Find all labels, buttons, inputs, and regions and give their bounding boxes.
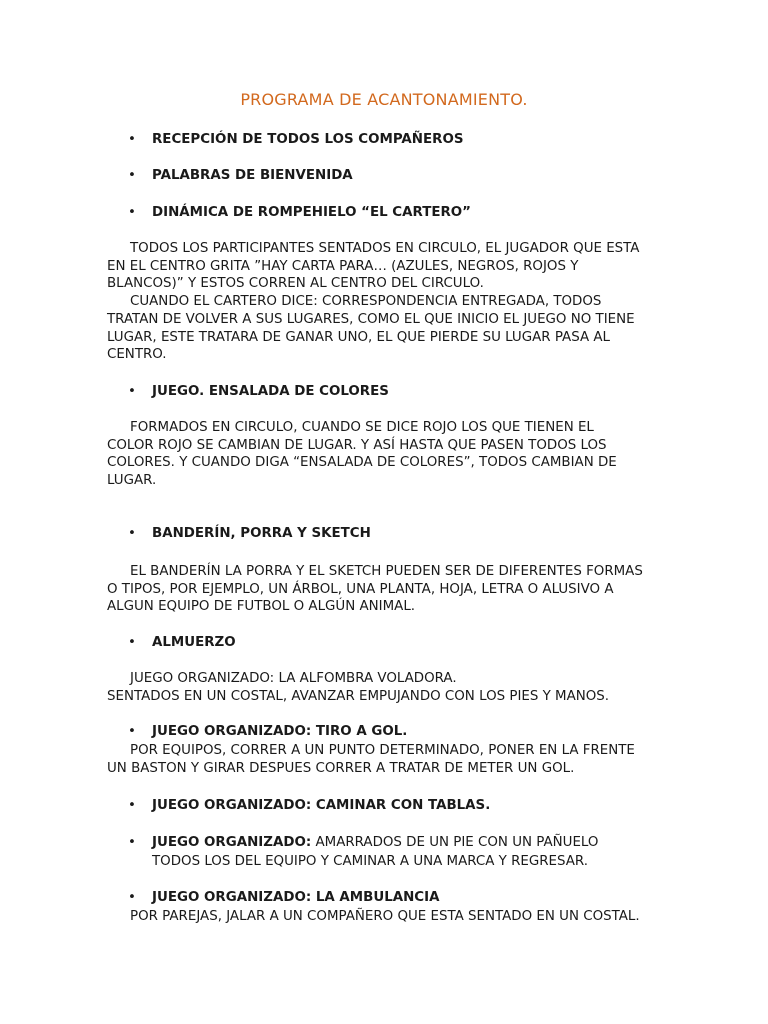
bullet-icon: • xyxy=(128,526,136,541)
bullet-item-banderin xyxy=(128,526,371,541)
paragraph-line: TODOS LOS PARTICIPANTES SENTADOS EN CIRCULO, EL JUGADOR QUE ESTA xyxy=(130,241,640,256)
paragraph-line: COLORES. Y CUANDO DIGA “ENSALADA DE COLORES”, TODOS CAMBIAN DE xyxy=(107,455,617,471)
paragraph-line: O TIPOS, POR EJEMPLO, UN ÁRBOL, UNA PLANTA, HOJA, LETRA O ALUSIVO A xyxy=(107,581,614,597)
bullet-icon: • xyxy=(128,724,136,739)
bullet-icon: • xyxy=(128,835,136,850)
bullet-icon: • xyxy=(128,205,136,220)
paragraph-line: JUEGO ORGANIZADO: LA ALFOMBRA VOLADORA. xyxy=(130,671,457,686)
bullet-item-almuerzo xyxy=(128,635,236,650)
bullet-item-dinamica xyxy=(128,205,471,220)
document-title: PROGRAMA DE ACANTONAMIENTO. xyxy=(240,90,528,109)
bullet-item-recepcion xyxy=(128,132,463,147)
bullet-text: JUEGO ORGANIZADO: TIRO A GOL. xyxy=(152,724,408,739)
bullet-icon: • xyxy=(128,890,136,905)
bullet-icon: • xyxy=(128,384,136,399)
paragraph-ensalada xyxy=(107,419,667,490)
paragraph-line: LUGAR. xyxy=(107,473,157,489)
paragraph-line: UN BASTON Y GIRAR DESPUES CORRER A TRATAR DE METER UN GOL. xyxy=(107,760,575,776)
bullet-item-ambulancia xyxy=(128,890,439,905)
bullet-text-rest: AMARRADOS DE UN PIE CON UN PAÑUELO xyxy=(311,835,599,850)
bullet-text: RECEPCIÓN DE TODOS LOS COMPAÑEROS xyxy=(152,132,464,147)
paragraph-line: ALGUN EQUIPO DE FUTBOL O ALGÚN ANIMAL. xyxy=(107,599,416,615)
paragraph-line: CUANDO EL CARTERO DICE: CORRESPONDENCIA ENTREGADA, TODOS xyxy=(130,294,602,310)
paragraph-line: FORMADOS EN CIRCULO, CUANDO SE DICE ROJO LOS QUE TIENEN EL xyxy=(130,420,594,435)
paragraph-line: CENTRO. xyxy=(107,347,167,363)
bullet-text-bold: JUEGO ORGANIZADO: xyxy=(152,835,312,850)
bullet-text: ALMUERZO xyxy=(152,635,236,650)
bullet-item-panuelo xyxy=(128,835,598,850)
paragraph-line: COLOR ROJO SE CAMBIAN DE LUGAR. Y ASÍ HASTA QUE PASEN TODOS LOS xyxy=(107,437,607,453)
bullet-icon: • xyxy=(128,132,136,147)
bullet-item-bienvenida xyxy=(128,168,353,183)
bullet-text: DINÁMICA DE ROMPEHIELO “EL CARTERO” xyxy=(152,205,471,220)
bullet-item-ensalada xyxy=(128,384,389,399)
paragraph-tiro-a-gol xyxy=(107,742,667,777)
bullet-icon: • xyxy=(128,635,136,650)
paragraph-line: POR PAREJAS, JALAR A UN COMPAÑERO QUE ESTA SENTADO EN UN COSTAL. xyxy=(130,909,640,924)
paragraph-panuelo xyxy=(107,853,667,871)
paragraph-alfombra xyxy=(107,670,667,705)
bullet-text: JUEGO ORGANIZADO: LA AMBULANCIA xyxy=(152,890,440,905)
bullet-text: JUEGO. ENSALADA DE COLORES xyxy=(152,384,389,399)
bullet-text: BANDERÍN, PORRA Y SKETCH xyxy=(152,526,371,541)
paragraph-line: EL BANDERÍN LA PORRA Y EL SKETCH PUEDEN SER DE DIFERENTES FORMAS xyxy=(130,564,643,579)
paragraph-line: EN EL CENTRO GRITA ”HAY CARTA PARA… (AZULES, NEGROS, ROJOS Y xyxy=(107,258,579,274)
bullet-item-tiro-a-gol xyxy=(128,724,407,739)
paragraph-ambulancia xyxy=(107,908,667,926)
paragraph-line: SENTADOS EN UN COSTAL, AVANZAR EMPUJANDO CON LOS PIES Y MANOS. xyxy=(107,688,610,704)
bullet-text: JUEGO ORGANIZADO: CAMINAR CON TABLAS. xyxy=(152,798,491,813)
bullet-icon: • xyxy=(128,798,136,813)
bullet-item-tablas xyxy=(128,798,490,813)
paragraph-line: BLANCOS)” Y ESTOS CORREN AL CENTRO DEL CIRCULO. xyxy=(107,276,484,292)
bullet-text: PALABRAS DE BIENVENIDA xyxy=(152,168,353,183)
bullet-icon: • xyxy=(128,168,136,183)
paragraph-cartero xyxy=(107,240,667,364)
paragraph-banderin xyxy=(107,563,667,616)
paragraph-line: LUGAR, ESTE TRATARA DE GANAR UNO, EL QUE PIERDE SU LUGAR PASA AL xyxy=(107,329,610,345)
paragraph-line: POR EQUIPOS, CORRER A UN PUNTO DETERMINADO, PONER EN LA FRENTE xyxy=(130,743,635,758)
paragraph-line: TRATAN DE VOLVER A SUS LUGARES, COMO EL QUE INICIO EL JUEGO NO TIENE xyxy=(107,311,635,327)
paragraph-line: TODOS LOS DEL EQUIPO Y CAMINAR A UNA MARCA Y REGRESAR. xyxy=(152,854,589,869)
